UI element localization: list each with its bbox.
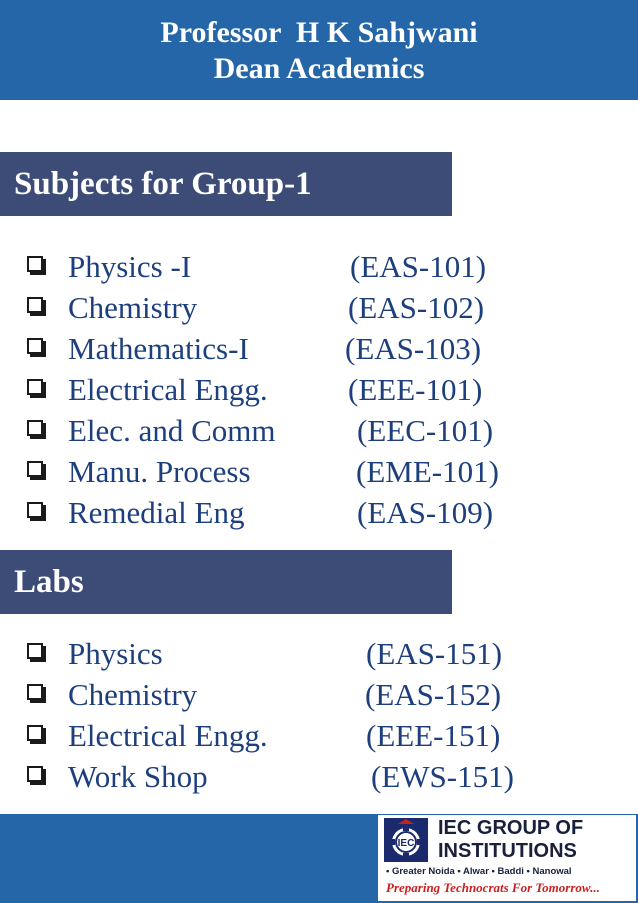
checkbox-bullet-icon	[27, 766, 43, 782]
lab-name: Physics	[68, 636, 163, 671]
subject-name: Chemistry	[68, 290, 198, 325]
logo-mark-text: IEC	[397, 838, 415, 849]
subject-name: Remedial Eng	[68, 495, 245, 530]
subject-name: Mathematics-I	[68, 331, 249, 366]
subject-name: Physics -I	[68, 249, 192, 284]
lab-code: (EEE-151)	[366, 718, 501, 753]
checkbox-bullet-icon	[27, 725, 43, 741]
gear-logo-icon	[384, 818, 428, 862]
subjects-list	[0, 246, 638, 533]
subject-code: (EAS-109)	[357, 495, 494, 530]
iec-logo	[378, 815, 636, 901]
list-item	[0, 492, 638, 533]
labs-list	[0, 633, 638, 797]
checkbox-bullet-icon	[27, 297, 43, 313]
lab-code: (EWS-151)	[371, 759, 514, 794]
list-item	[0, 369, 638, 410]
list-item	[0, 756, 638, 797]
checkbox-bullet-icon	[27, 684, 43, 700]
lab-name: Electrical Engg.	[68, 718, 268, 753]
lab-code: (EAS-152)	[365, 677, 502, 712]
page-header	[0, 0, 638, 100]
logo-tagline: Preparing Technocrats For Tomorrow...	[386, 880, 600, 895]
subjects-heading: Subjects for Group-1	[0, 152, 452, 216]
list-item	[0, 715, 638, 756]
logo-locations: • Greater Noida • Alwar • Baddi • Nanowal	[386, 866, 572, 877]
logo-title-line2: INSTITUTIONS	[438, 840, 577, 862]
checkbox-bullet-icon	[27, 502, 43, 518]
subject-code: (EEE-101)	[348, 372, 483, 407]
list-item	[0, 633, 638, 674]
subject-name: Manu. Process	[68, 454, 251, 489]
subject-name: Elec. and Comm	[68, 413, 276, 448]
designation: Dean Academics	[213, 52, 425, 85]
subject-name: Electrical Engg.	[68, 372, 268, 407]
lab-name: Work Shop	[68, 759, 208, 794]
professor-name: Professor H K Sahjwani	[160, 16, 478, 49]
labs-heading: Labs	[0, 550, 452, 614]
lab-code: (EAS-151)	[366, 636, 503, 671]
list-item	[0, 287, 638, 328]
subject-code: (EAS-101)	[350, 249, 487, 284]
list-item	[0, 328, 638, 369]
checkbox-bullet-icon	[27, 379, 43, 395]
lab-name: Chemistry	[68, 677, 198, 712]
list-item	[0, 246, 638, 287]
subject-code: (EEC-101)	[357, 413, 494, 448]
subject-code: (EAS-102)	[348, 290, 485, 325]
logo-title	[438, 817, 583, 863]
checkbox-bullet-icon	[27, 338, 43, 354]
list-item	[0, 410, 638, 451]
checkbox-bullet-icon	[27, 643, 43, 659]
checkbox-bullet-icon	[27, 420, 43, 436]
list-item	[0, 451, 638, 492]
logo-title-line1: IEC GROUP OF	[438, 817, 584, 839]
checkbox-bullet-icon	[27, 461, 43, 477]
list-item	[0, 674, 638, 715]
subject-code: (EME-101)	[356, 454, 499, 489]
subject-code: (EAS-103)	[345, 331, 482, 366]
checkbox-bullet-icon	[27, 256, 43, 272]
